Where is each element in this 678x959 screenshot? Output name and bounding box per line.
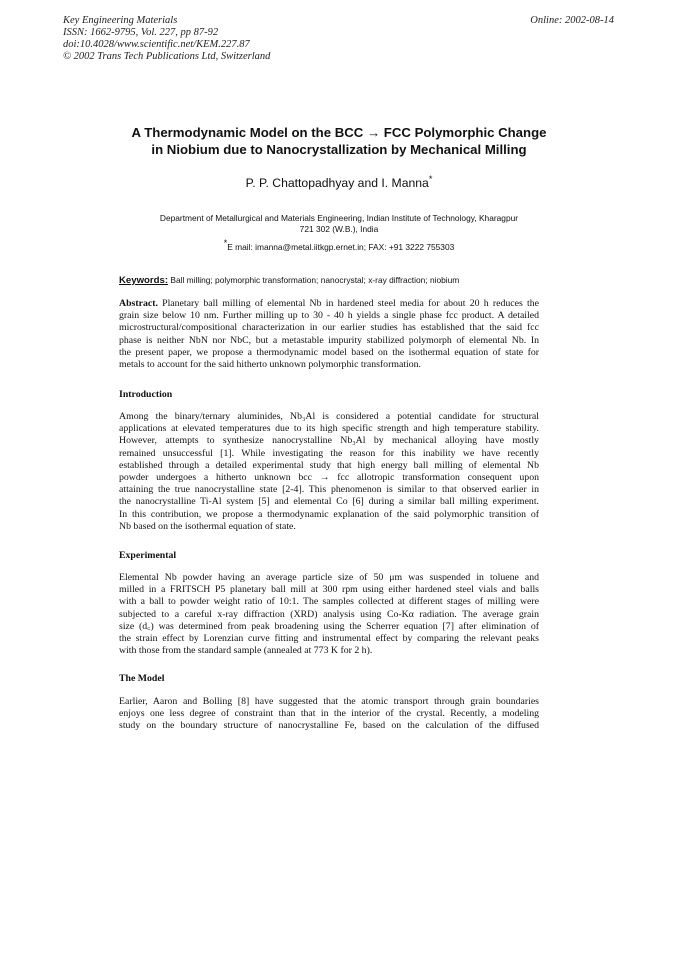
keywords-label: Keywords: [119, 275, 169, 286]
intro-line: Among the binary/ternary aluminides, Nb₃Al is considered a potential candidate for structural [119, 411, 539, 422]
experimental-line: with those from the standard sample (annealed at 773 K for 2 h). [119, 645, 373, 657]
contact-email [90, 238, 588, 252]
doi-line[interactable]: doi:10.4028/www.scientific.net/KEM.227.87 [63, 39, 250, 50]
intro-line: established through a detailed experimental study that high energy ball milling of elemental Nb [119, 459, 539, 471]
experimental-line: with a ball to powder weight ratio of 10:1. The samples collected at different stages of milling were [119, 596, 539, 608]
abstract-line: phase is neither NbN nor NbC, but a metastable impurity stabilized polymorph of elemental Nb. In [119, 334, 539, 346]
affiliation-line-1: Department of Metallurgical and Materials Engineering, Indian Institute of Technology, Kharagpur [159, 213, 519, 223]
title-line-2: in Niobium due to Nanocrystallization by Mechanical Milling [151, 142, 527, 157]
author-names: P. P. Chattopadhyay and I. Manna [245, 176, 429, 191]
model-line: enjoys one less degree of constraint than that in the interior of the crystal. Recently, a modeling [119, 708, 539, 720]
intro-line: However, attempts to synthesize nanocrystalline Nb₃Al by mechanical alloying have mostly [119, 435, 539, 447]
authors [100, 174, 578, 190]
issn-line: ISSN: 1662-9795, Vol. 227, pp 87-92 [63, 27, 219, 38]
corresponding-mark: * [428, 174, 433, 184]
introduction-heading: Introduction [119, 389, 173, 400]
intro-line: powder undergoes a hitherto unknown bcc → fcc allotropic transformation consequent upon [119, 471, 539, 483]
paper-title [100, 124, 578, 158]
introduction-text [119, 411, 539, 533]
online-date: Online: 2002-08-14 [530, 15, 614, 26]
experimental-line: milled in a FRITSCH P5 planetary ball mill at 300 rpm using either hardened steel vials and balls [119, 584, 539, 596]
copyright-line: © 2002 Trans Tech Publications Ltd, Switzerland [63, 51, 271, 62]
abstract-line: microstructural/compositional characterization in our earlier studies has established that the said fcc [119, 322, 539, 334]
keywords [119, 275, 459, 286]
experimental-heading: Experimental [119, 550, 177, 561]
email-text: E mail: imanna@metal.iitkgp.ernet.in; FAX: +91 3222 755303 [227, 241, 455, 252]
abstract-label: Abstract. [119, 298, 158, 309]
experimental-line: size (d꜀) was determined from peak broadening using the Scherrer equation [7] after elimination of [119, 620, 539, 632]
experimental-line: subjected to a careful x-ray diffraction (XRD) analysis using Co-Kα radiation. The average grain [119, 608, 539, 620]
abstract [119, 298, 539, 371]
journal-header [63, 15, 270, 63]
intro-line: the nanocrystalline Ti-Al system [5] and elemental Co [6] during a similar ball milling experiment. [119, 496, 539, 508]
affiliation [90, 213, 588, 235]
intro-line: applications at elevated temperatures due to its high specific strength and high temperature stability. [119, 423, 539, 435]
title-line-1: A Thermodynamic Model on the BCC → FCC Polymorphic Change [131, 125, 547, 140]
abstract-line: grain size below 10 nm. Further milling up to 30 - 40 h yields a single phase fcc product. A detailed [119, 310, 539, 322]
model-line: Earlier, Aaron and Bolling [8] have suggested that the atomic transport through grain boundaries [119, 696, 539, 707]
intro-line: remained unsuccessful [1]. While investigating the reason for this inability we have recently [119, 447, 539, 459]
experimental-line: Elemental Nb powder having an average particle size of 50 μm was suspended in toluene and [119, 572, 539, 583]
journal-name: Key Engineering Materials [63, 15, 178, 26]
experimental-line: the strain effect by Lorenzian curve fitting and instrumental effect by comparing the relevant peaks [119, 632, 539, 644]
keywords-text: Ball milling; polymorphic transformation; nanocrystal; x-ray diffraction; niobium [170, 275, 460, 285]
email-mark: * [223, 238, 228, 248]
intro-line: attaining the true nanocrystalline state [2-4]. This phenomenon is similar to that observed earlier in [119, 484, 539, 496]
experimental-text [119, 572, 539, 657]
intro-line: In this contribution, we propose a thermodynamic explanation of the said polymorphic transition of [119, 508, 539, 520]
affiliation-line-2: 721 302 (W.B.), India [299, 224, 379, 234]
intro-line: Nb based on the isothermal equation of state. [119, 520, 296, 532]
model-line: study on the boundary structure of nanocrystalline Fe, based on the calculation of the diffused [119, 720, 539, 732]
model-text [119, 696, 539, 733]
abstract-line: the present paper, we propose a thermodynamic model based on the isothermal equation of state for [119, 346, 539, 358]
model-heading: The Model [119, 673, 165, 684]
abstract-line: metals to account for the said hitherto unknown polymorphic transformation. [119, 358, 422, 370]
abstract-line: Abstract. Planetary ball milling of elemental Nb in hardened steel media for about 20 h reduces the [119, 298, 539, 309]
